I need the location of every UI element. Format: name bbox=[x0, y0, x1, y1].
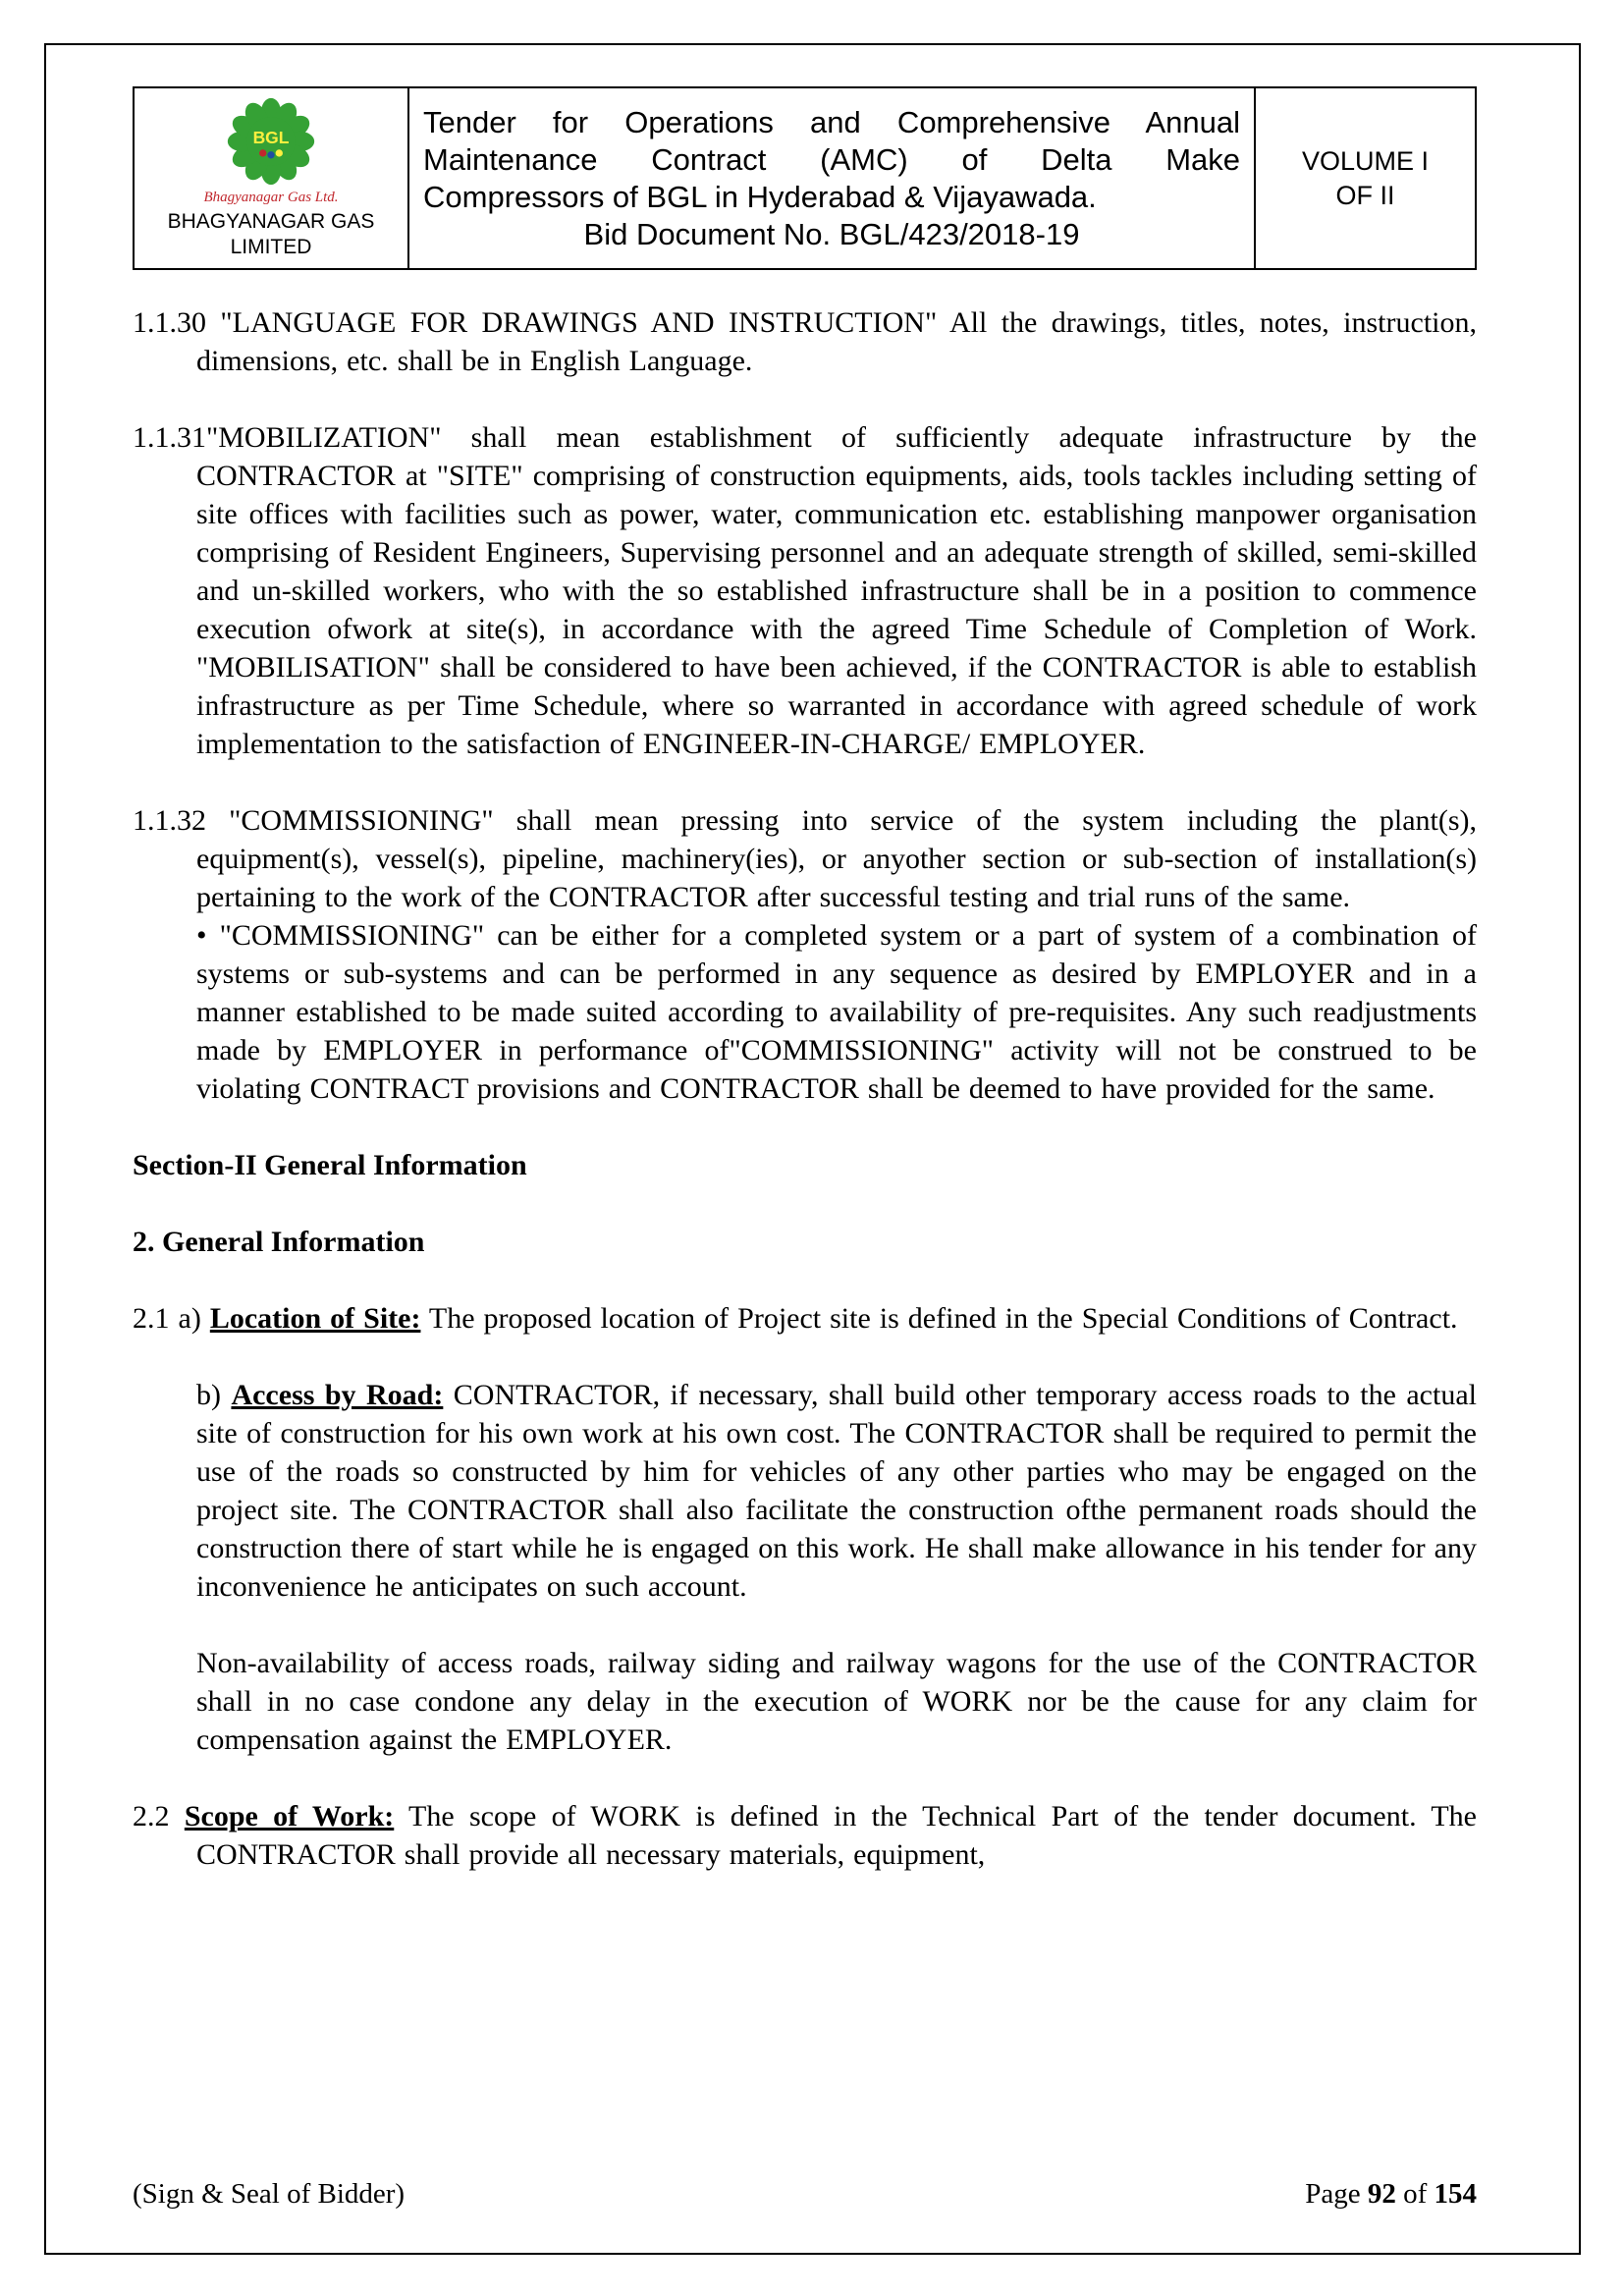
bgl-logo-icon bbox=[226, 96, 316, 187]
item-text: The proposed location of Project site is defined in the Special Conditions of Contract. bbox=[420, 1302, 1458, 1335]
page-number-of: of bbox=[1395, 2178, 1435, 2210]
volume-label-line2: OF II bbox=[1335, 180, 1395, 210]
clause-number: 1.1.31 bbox=[133, 421, 206, 454]
volume-label-line1: VOLUME I bbox=[1301, 145, 1430, 176]
item-2-2 bbox=[133, 1797, 1477, 1874]
clause-1-1-32 bbox=[133, 801, 1478, 1108]
clause-text: "MOBILIZATION" shall mean establishment of sufficiently adequate infrastructure by the CONTRACTOR at "SITE" comprising of construction equipments, aids, tools tackles including setting of site offices with facilities such as power, water, communication etc. establishing manpower organisation comprising of Resident Engineers, Supervising personnel and an adequate strength of skilled, semi-skilled and un-skilled workers, who with the so established infrastructure shall be in a position to commence execution ofwork at site(s), in accordance with the agreed Time Schedule of Completion of Work. "MOBILISATION" shall be considered to have been achieved, if the CONTRACTOR is able to establish infrastructure as per Time Schedule, where so warranted in accordance with agreed schedule of work implementation to the satisfaction of ENGINEER-IN-CHARGE/ EMPLOYER. bbox=[196, 421, 1477, 760]
item-text: CONTRACTOR, if necessary, shall build other temporary access roads to the actual site of construction for his own work at his own cost. The CONTRACTOR shall be required to permit the use of the roads so constructed by him for vehicles of any other parties who may be engaged on the project site. The CONTRACTOR shall also facilitate the construction ofthe permanent roads should the construction there of start while he is engaged on this work. He shall make allowance in his tender for any inconvenience he anticipates on such account. bbox=[196, 1379, 1477, 1603]
item-lead: a) bbox=[169, 1302, 210, 1335]
logo-cell bbox=[134, 87, 408, 269]
inline-label-location-of-site: Location of Site: bbox=[209, 1302, 421, 1335]
item-text: The scope of WORK is defined in the Technical Part of the tender document. The CONTRACTOR shall provide all necessary materials, equipment, bbox=[196, 1800, 1477, 1871]
tender-title-cell bbox=[408, 87, 1255, 269]
page-footer bbox=[133, 2178, 1477, 2211]
company-name-line2: LIMITED bbox=[230, 236, 312, 258]
clause-number: 1.1.32 bbox=[133, 804, 230, 837]
page-number-current: 92 bbox=[1367, 2178, 1396, 2210]
item-number: 2.2 bbox=[133, 1800, 170, 1832]
company-name-line1: BHAGYANAGAR GAS bbox=[167, 210, 375, 233]
clause-text: "LANGUAGE FOR DRAWINGS AND INSTRUCTION" All the drawings, titles, notes, instruction, dimensions, etc. shall be in English Language. bbox=[196, 306, 1477, 377]
page-number-prefix: Page bbox=[1305, 2178, 1368, 2210]
clause-text: "COMMISSIONING" shall mean pressing into service of the system including the plant(s), equipment(s), vessel(s), pipeline, machinery(ies), or anyother section or sub-section of installation(s) pertaining to the work of the CONTRACTOR after successful testing and trial runs of the same. bbox=[196, 804, 1478, 913]
sign-seal-note: (Sign & Seal of Bidder) bbox=[133, 2178, 406, 2210]
inline-label-scope-of-work: Scope of Work: bbox=[184, 1800, 395, 1832]
item-2-1b bbox=[196, 1376, 1477, 1606]
tender-title-line2: Maintenance Contract (AMC) of Delta Make bbox=[423, 141, 1240, 177]
item-lead bbox=[170, 1800, 185, 1832]
logo-script-text: Bhagyanagar Gas Ltd. bbox=[203, 190, 339, 205]
general-info-heading: 2. General Information bbox=[133, 1226, 425, 1258]
item-2-1c bbox=[196, 1644, 1477, 1759]
clause-bullet-text: • "COMMISSIONING" can be either for a completed system or a part of system of a combination of systems or sub-systems and can be performed in any sequence as desired by EMPLOYER and in a manner established to be made suited according to availability of pre-requisites. Any such readjustments made by EMPLOYER in performance of"COMMISSIONING" activity will not be construed to be violating CONTRACT provisions and CONTRACTOR shall be deemed to have provided for the same. bbox=[196, 919, 1477, 1105]
item-2-1 bbox=[133, 1299, 1477, 1338]
section-heading: Section-II General Information bbox=[133, 1149, 527, 1181]
item-number: 2.1 bbox=[133, 1302, 170, 1335]
volume-cell bbox=[1255, 87, 1476, 269]
tender-title-line1: Tender for Operations and Comprehensive Annual bbox=[423, 104, 1240, 139]
item-text: Non-availability of access roads, railway siding and railway wagons for the use of the CONTRACTOR shall in no case condone any delay in the execution of WORK nor be the cause for any claim for compensation against the EMPLOYER. bbox=[196, 1647, 1477, 1756]
inline-label-access-by-road: Access by Road: bbox=[231, 1379, 444, 1411]
document-body bbox=[133, 303, 1477, 1874]
page-number bbox=[1305, 2178, 1477, 2211]
logo-monogram: BGL bbox=[252, 127, 290, 147]
tender-title-line3: Compressors of BGL in Hyderabad & Vijayawada. bbox=[423, 179, 1097, 214]
clause-1-1-30 bbox=[133, 303, 1477, 380]
document-header bbox=[133, 86, 1477, 270]
page-number-total: 154 bbox=[1434, 2178, 1477, 2210]
bid-document-number: Bid Document No. BGL/423/2018-19 bbox=[583, 216, 1080, 251]
clause-1-1-31 bbox=[133, 418, 1477, 763]
clause-number: 1.1.30 bbox=[133, 306, 221, 339]
item-lead: b) bbox=[196, 1379, 232, 1411]
